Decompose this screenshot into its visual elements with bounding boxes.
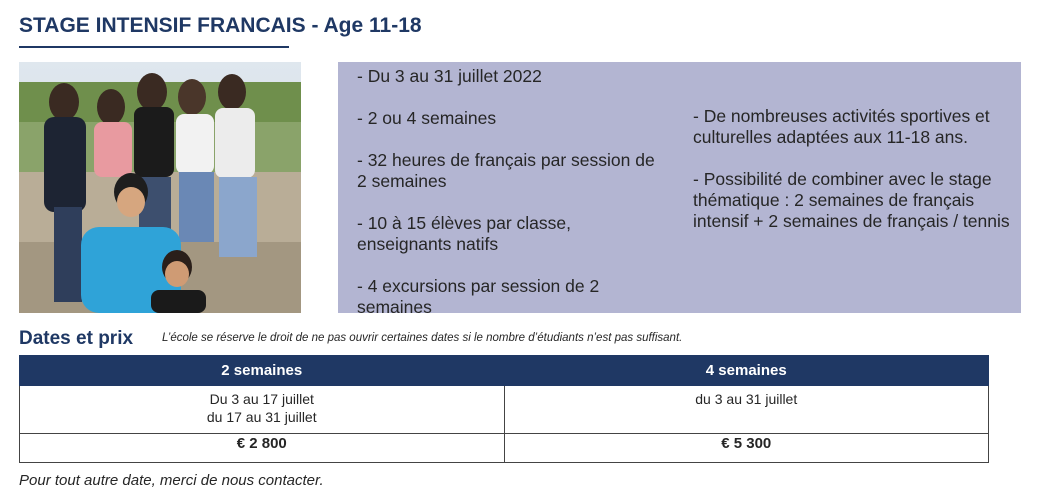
info-box — [338, 62, 1021, 317]
info-item: - 10 à 15 élèves par classe, enseignants natifs — [357, 213, 572, 254]
title-underline — [19, 46, 289, 48]
info-left-column — [357, 66, 667, 339]
table-row — [20, 434, 989, 463]
price-table — [19, 355, 989, 463]
info-right-column — [693, 106, 1013, 253]
date-range: du 3 au 31 juillet — [695, 391, 798, 407]
info-item: - De nombreuses activités sportives et culturelles adaptées aux 11-18 ans. — [693, 106, 990, 147]
footer-note: Pour tout autre date, merci de nous contacter. — [19, 472, 324, 489]
table-row — [20, 386, 989, 434]
info-item: - 2 ou 4 semaines — [357, 108, 497, 128]
info-item: - Possibilité de combiner avec le stage thématique : 2 semaines de français intensif + 2 semaines de français / tennis — [693, 169, 1010, 231]
info-item: - Du 3 au 31 juillet 2022 — [357, 66, 542, 86]
page-title: STAGE INTENSIF FRANCAIS - Age 11-18 — [19, 14, 422, 37]
column-header-4-weeks: 4 semaines — [504, 356, 989, 386]
students-photo — [19, 62, 301, 313]
info-item: - 4 excursions par session de 2 semaines — [357, 276, 600, 317]
price-4-weeks: € 5 300 — [504, 434, 989, 463]
dates-note: L’école se réserve le droit de ne pas ouvrir certaines dates si le nombre d’étudiants n’est pas suffisant. — [162, 332, 683, 344]
dates-title: Dates et prix — [19, 328, 134, 349]
info-item: - 32 heures de français par session de 2 semaines — [357, 150, 655, 191]
price-2-weeks: € 2 800 — [20, 434, 505, 463]
dates-cell-2-weeks — [20, 386, 505, 434]
column-header-2-weeks: 2 semaines — [20, 356, 505, 386]
date-range: Du 3 au 17 juillet — [209, 391, 314, 407]
date-range: du 17 au 31 juillet — [206, 409, 317, 425]
dates-cell-4-weeks — [504, 386, 989, 434]
